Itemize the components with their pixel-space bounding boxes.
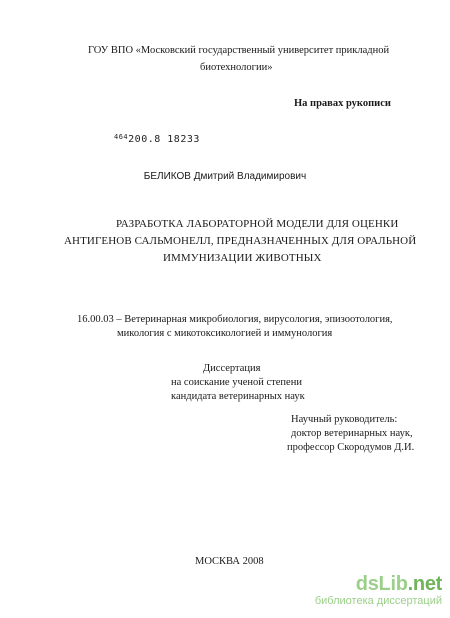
supervisor-name: профессор Скородумов Д.И. xyxy=(287,442,415,453)
title-line-2: АНТИГЕНОВ САЛЬМОНЕЛЛ, ПРЕДНАЗНАЧЕННЫХ ДЛЯ ОРАЛЬНОЙ xyxy=(64,235,417,247)
rights-notice: На правах рукописи xyxy=(294,98,391,109)
watermark-logo-main: dsLib xyxy=(355,573,408,595)
institution-line-2: биотехнологии» xyxy=(200,62,273,73)
stamp-number: 200.8 18233 xyxy=(128,134,200,145)
degree-line-2: кандидата ветеринарных наук xyxy=(171,391,305,402)
degree-line-1: на соискание ученой степени xyxy=(171,377,302,388)
title-line-3: ИММУНИЗАЦИИ ЖИВОТНЫХ xyxy=(163,252,322,264)
watermark xyxy=(315,573,442,608)
inventory-stamp xyxy=(114,133,200,145)
specialty-line-1: 16.00.03 – Ветеринарная микробиология, вирусология, эпизоотология, xyxy=(77,314,393,325)
author-name: БЕЛИКОВ Дмитрий Владимирович xyxy=(143,171,307,182)
supervisor-degree: доктор ветеринарных наук, xyxy=(291,428,413,439)
place-year: МОСКВА 2008 xyxy=(195,556,264,567)
specialty-line-2: микология с микотоксикологией и иммунология xyxy=(117,328,333,339)
watermark-logo xyxy=(315,573,442,595)
title-line-1: РАЗРАБОТКА ЛАБОРАТОРНОЙ МОДЕЛИ ДЛЯ ОЦЕНКИ xyxy=(116,218,399,230)
dissertation-type: Диссертация xyxy=(203,363,261,374)
stamp-prefix: 464 xyxy=(114,133,129,141)
watermark-subtitle: библиотека диссертаций xyxy=(314,595,442,607)
watermark-logo-tld: .net xyxy=(407,573,442,595)
institution-line-1: ГОУ ВПО «Московский государственный университет прикладной xyxy=(88,45,390,56)
supervisor-label: Научный руководитель: xyxy=(291,414,398,425)
